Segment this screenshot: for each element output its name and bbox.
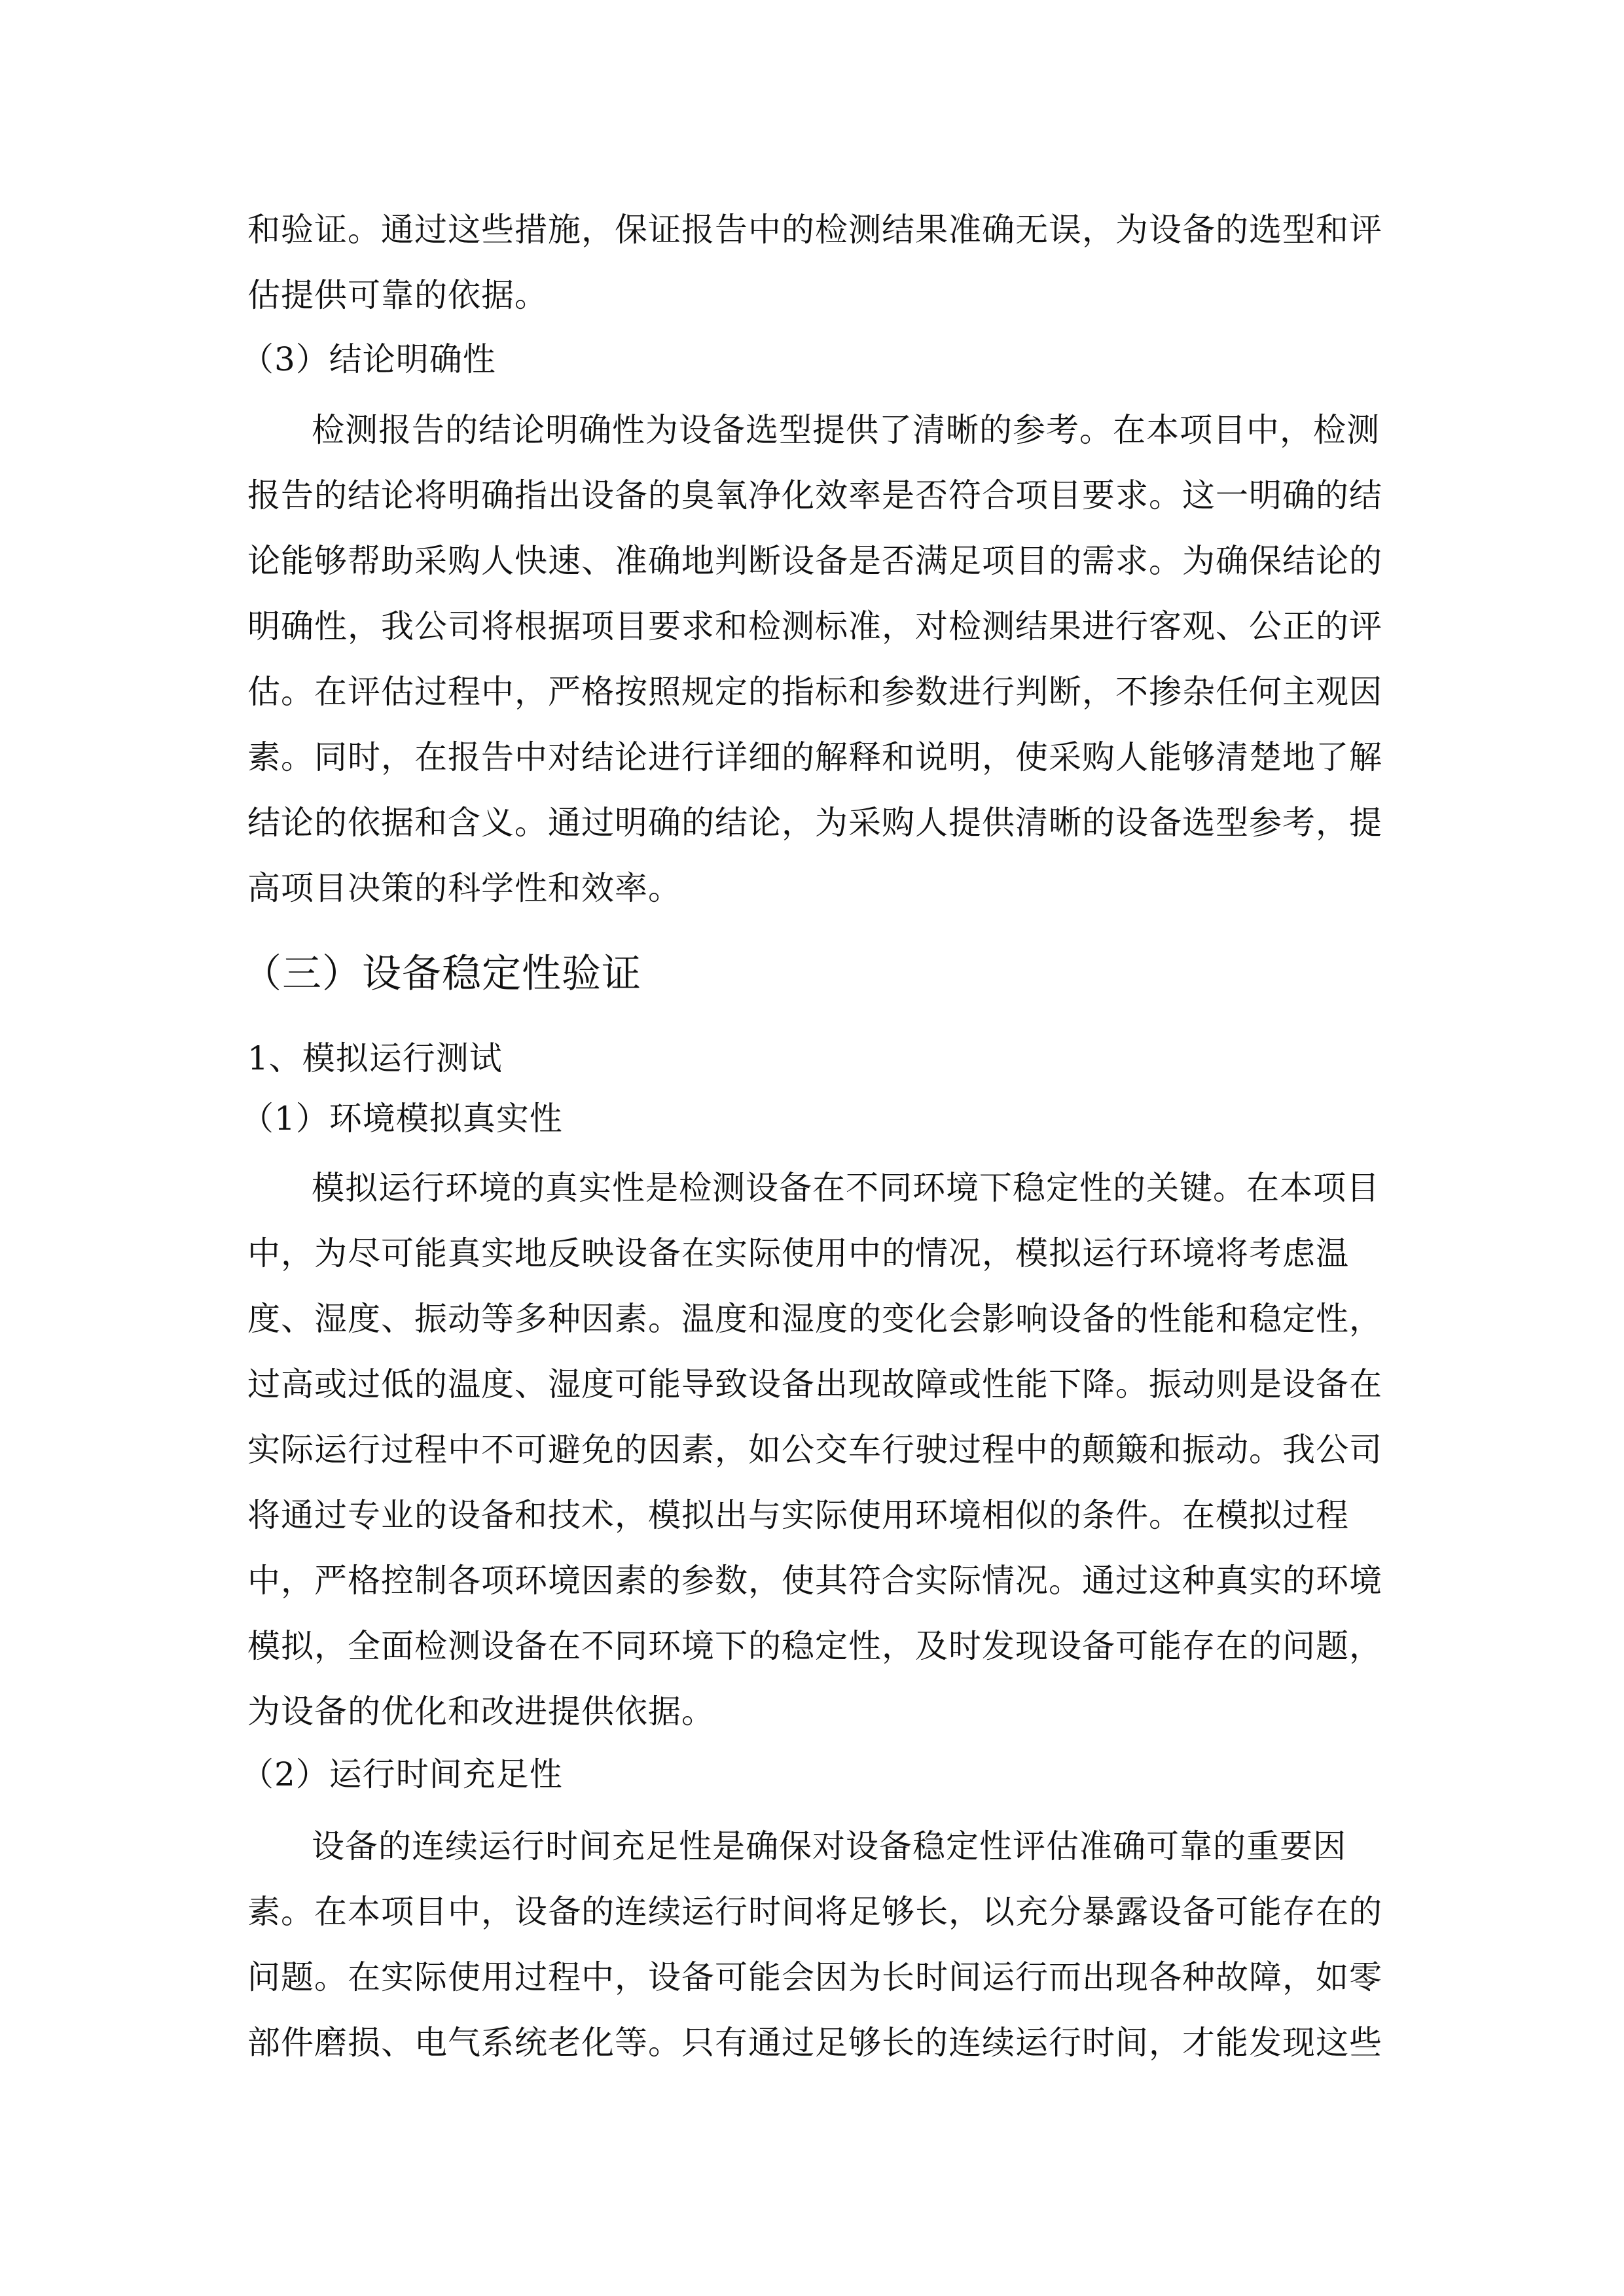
- paragraph-line: 检测报告的结论明确性为设备选型提供了清晰的参考。在本项目中，检测: [312, 411, 1380, 449]
- paragraph-line: 模拟运行环境的真实性是检测设备在不同环境下稳定性的关键。在本项目: [312, 1169, 1380, 1207]
- paragraph-line: 高项目决策的科学性和效率。: [247, 869, 681, 907]
- paragraph-line: 结论的依据和含义。通过明确的结论，为采购人提供清晰的设备选型参考，提: [247, 804, 1382, 842]
- paragraph-line: 实际运行过程中不可避免的因素，如公交车行驶过程中的颠簸和振动。我公司: [247, 1431, 1382, 1469]
- subheading-runtime-sufficiency: （2）运行时间充足性: [241, 1755, 563, 1793]
- paragraph-line: 度、湿度、振动等多种因素。温度和湿度的变化会影响设备的性能和稳定性，: [247, 1300, 1382, 1338]
- paragraph-line: 中，为尽可能真实地反映设备在实际使用中的情况，模拟运行环境将考虑温: [247, 1234, 1349, 1272]
- paragraph-line: 中，严格控制各项环境因素的参数，使其符合实际情况。通过这种真实的环境: [247, 1562, 1382, 1600]
- paragraph-line: 将通过专业的设备和技术，模拟出与实际使用环境相似的条件。在模拟过程: [247, 1496, 1349, 1534]
- paragraph-line: 估提供可靠的依据。: [247, 276, 548, 314]
- paragraph-line: 素。同时，在报告中对结论进行详细的解释和说明，使采购人能够清楚地了解: [247, 738, 1382, 776]
- paragraph-line: 报告的结论将明确指出设备的臭氧净化效率是否符合项目要求。这一明确的结: [247, 476, 1382, 514]
- paragraph-line: 过高或过低的温度、湿度可能导致设备出现故障或性能下降。振动则是设备在: [247, 1365, 1382, 1403]
- paragraph-line: 部件磨损、电气系统老化等。只有通过足够长的连续运行时间，才能发现这些: [247, 2024, 1382, 2062]
- subheading-conclusion-clarity: （3）结论明确性: [241, 340, 496, 378]
- paragraph-line: 素。在本项目中，设备的连续运行时间将足够长，以充分暴露设备可能存在的: [247, 1893, 1382, 1931]
- paragraph-line: 论能够帮助采购人快速、准确地判断设备是否满足项目的需求。为确保结论的: [247, 542, 1382, 580]
- paragraph-line: 设备的连续运行时间充足性是确保对设备稳定性评估准确可靠的重要因: [312, 1827, 1346, 1865]
- paragraph-line: 模拟，全面检测设备在不同环境下的稳定性，及时发现设备可能存在的问题，: [247, 1627, 1382, 1665]
- section-heading: （三）设备稳定性验证: [242, 951, 641, 997]
- subheading-environment-simulation: （1）环境模拟真实性: [241, 1100, 563, 1138]
- paragraph-line: 为设备的优化和改进提供依据。: [247, 1693, 715, 1731]
- paragraph-line: 估。在评估过程中，严格按照规定的指标和参数进行判断，不掺杂任何主观因: [247, 673, 1382, 711]
- paragraph-line: 明确性，我公司将根据项目要求和检测标准，对检测结果进行客观、公正的评: [247, 607, 1382, 645]
- paragraph-line: 问题。在实际使用过程中，设备可能会因为长时间运行而出现各种故障，如零: [247, 1958, 1382, 1996]
- section-item-title: 1、模拟运行测试: [247, 1039, 503, 1077]
- paragraph-line: 和验证。通过这些措施，保证报告中的检测结果准确无误，为设备的选型和评: [247, 211, 1382, 249]
